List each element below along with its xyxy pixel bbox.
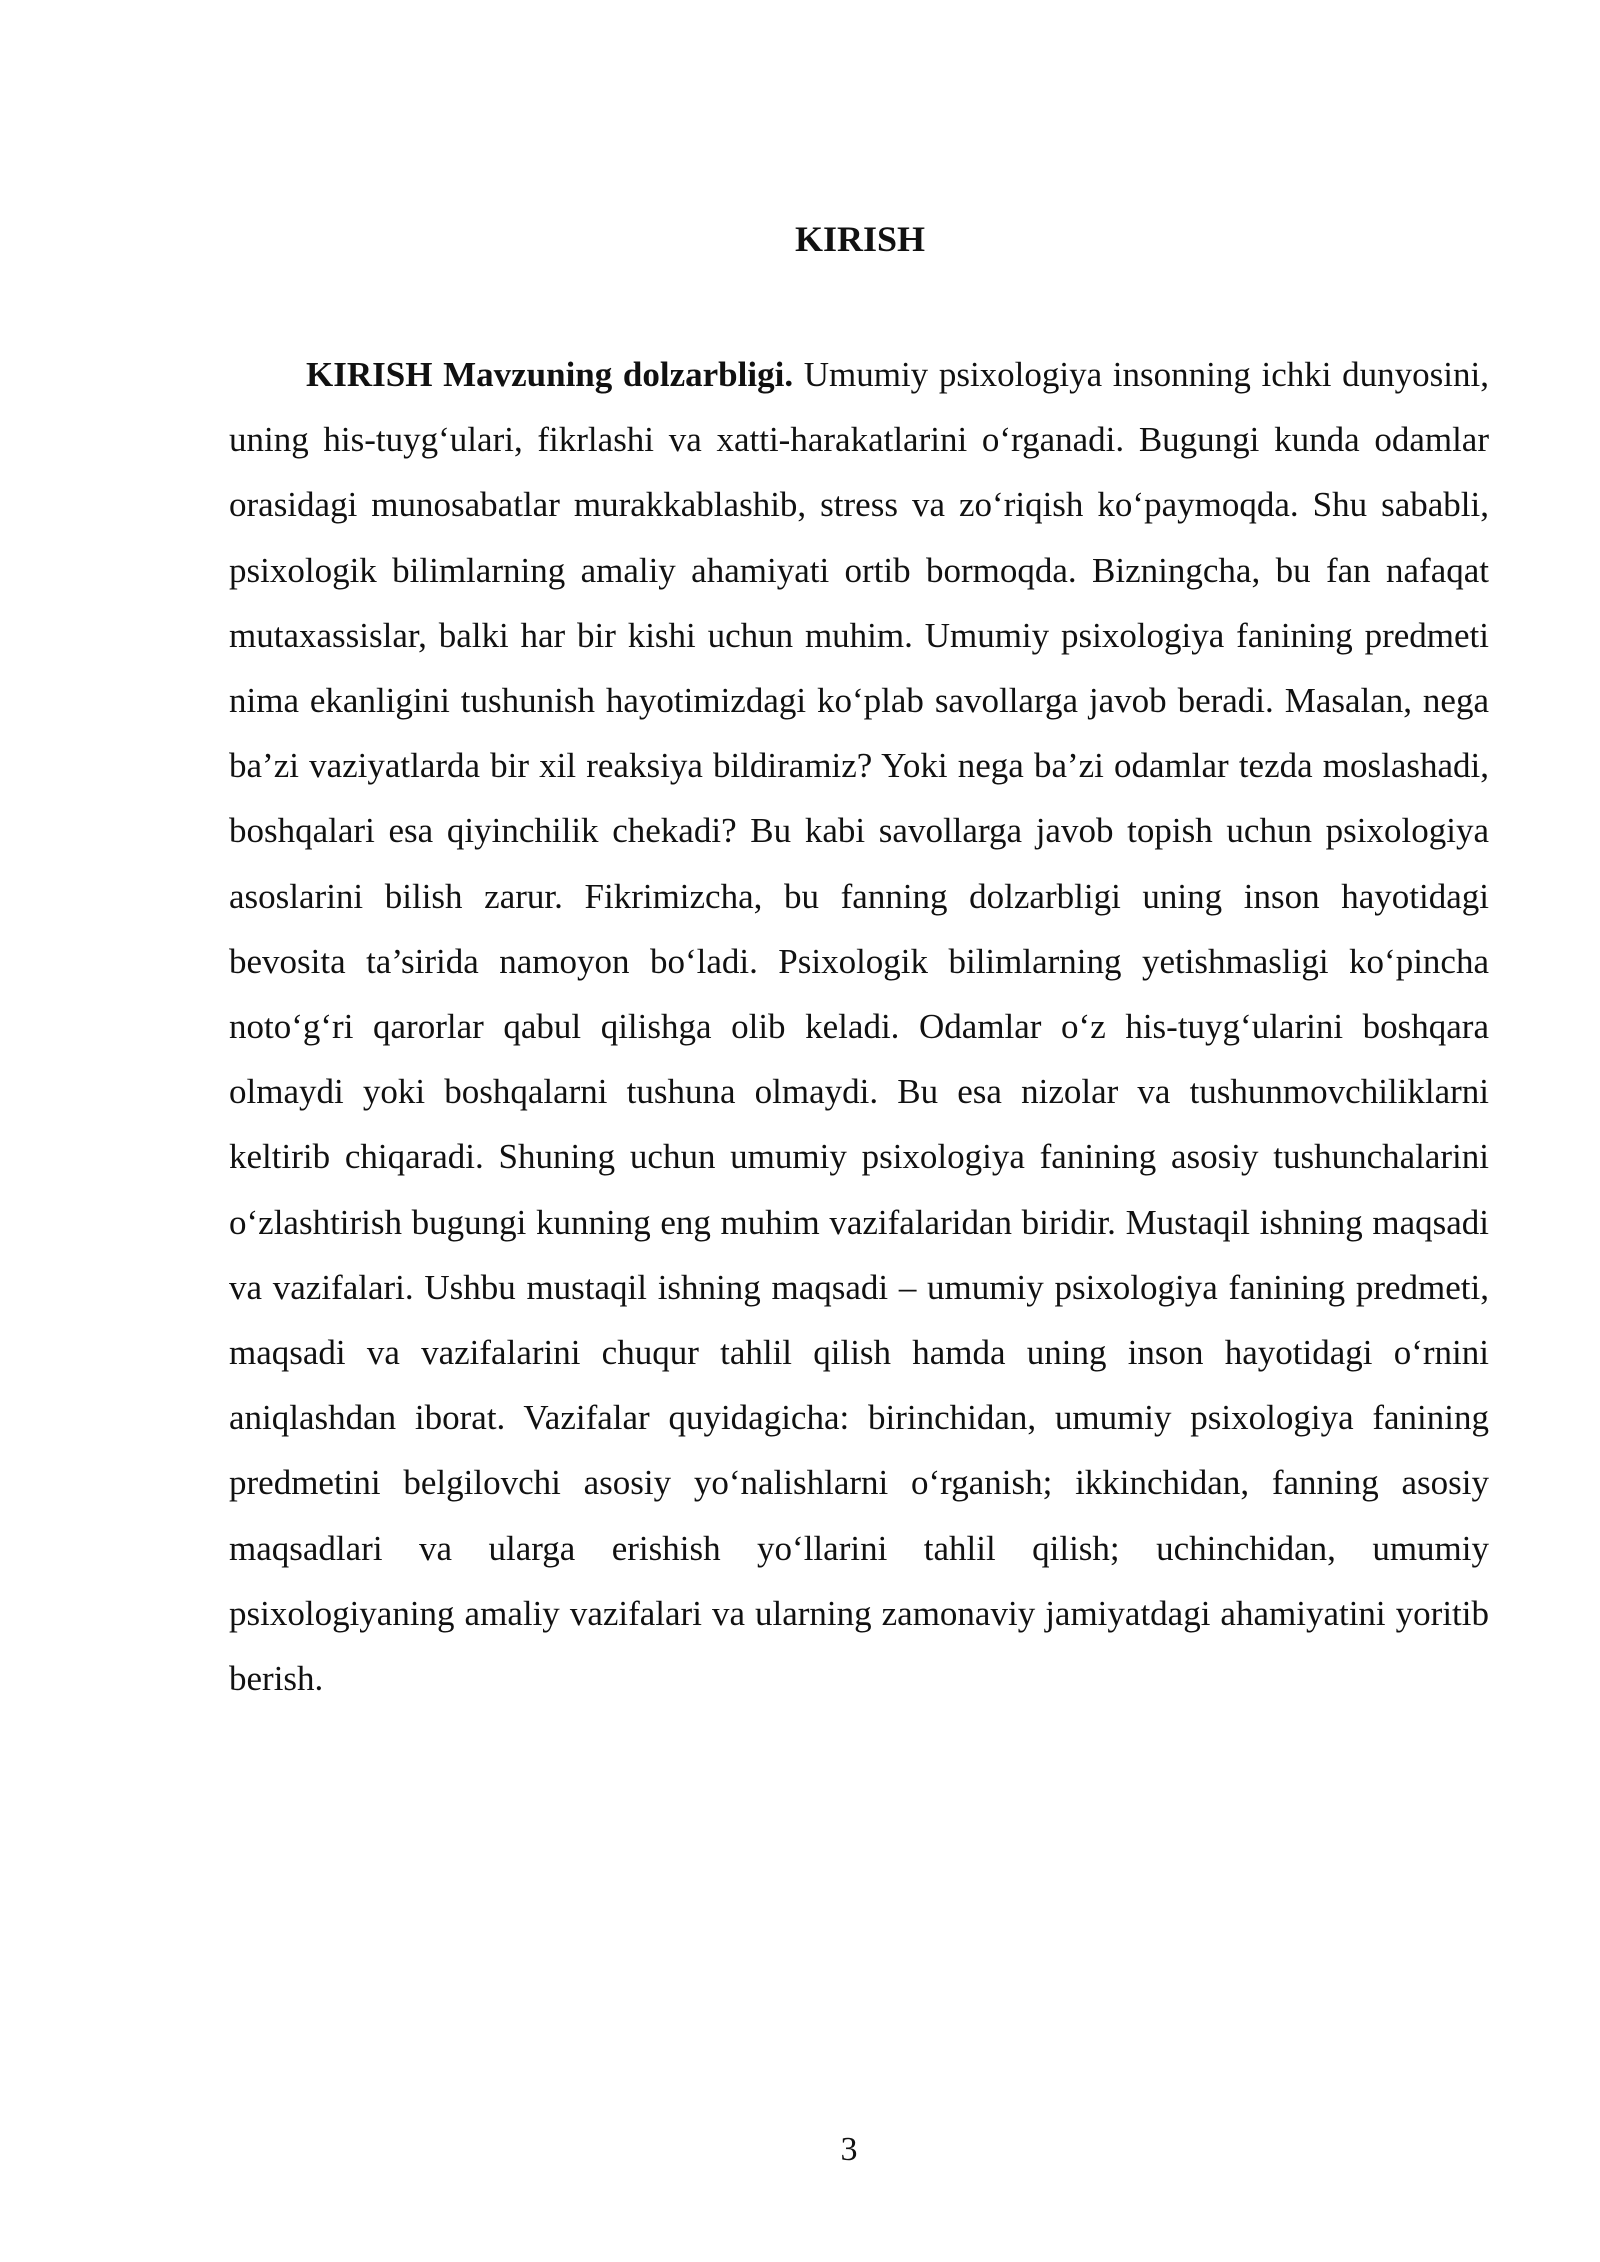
paragraph-lead: KIRISH Mavzuning dolzarbligi. bbox=[306, 355, 794, 394]
page-title: KIRISH bbox=[794, 219, 926, 259]
paragraph-text: Umumiy psixologiya insonning ichki dunyosini, uning his-tuyg‘ulari, fikrlashi va xatti-harakatlarini o‘rganadi. Bugungi kunda odamlar orasidagi munosabatlar murakkablashib, stress va zo‘riqish ko‘paymoqda. Shu sababli, psixologik bilimlarning amaliy ahamiyati ortib bormoqda. Bizningcha, bu fan nafaqat mutaxassislar, balki har bir kishi uchun muhim. Umumiy psixologiya fanining predmeti nima ekanligini tushunish hayotimizdagi ko‘plab savollarga javob beradi. Masalan, nega ba’zi vaziyatlarda bir xil reaksiya bildiramiz? Yoki nega ba’zi odamlar tezda moslashadi, boshqalari esa qiyinchilik chekadi? Bu kabi savollarga javob topish uchun psixologiya asoslarini bilish zarur. Fikrimizcha, bu fanning dolzarbligi uning inson hayotidagi bevosita ta’sirida namoyon bo‘ladi. Psixologik bilimlarning yetishmasligi ko‘pincha noto‘g‘ri qarorlar qabul qilishga olib keladi. Odamlar o‘z his-tuyg‘ularini boshqara olmaydi yoki boshqalarni tushuna olmaydi. Bu esa nizolar va tushunmovchiliklarni keltirib chiqaradi. Shuning uchun umumiy psixologiya fanining asosiy tushunchalarini o‘zlashtirish bugungi kunning eng muhim vazifalaridan biridir. Mustaqil ishning maqsadi va vazifalari. Ushbu mustaqil ishning maqsadi – umumiy psixologiya fanining predmeti, maqsadi va vazifalarini chuqur tahlil qilish hamda uning inson hayotidagi o‘rnini aniqlashdan iborat. Vazifalar quyidagicha: birinchidan, umumiy psixologiya fanining predmetini belgilovchi asosiy yo‘nalishlarni o‘rganish; ikkinchidan, fanning asosiy maqsadlari va ularga erishish yo‘llarini tahlil qilish; uchinchidan, umumiy psixologiyaning amaliy vazifalari va ularning zamonaviy jamiyatdagi ahamiyatini yoritib berish. bbox=[229, 355, 1489, 1699]
page-number: 3 bbox=[840, 2131, 858, 2168]
body-paragraph bbox=[229, 342, 1489, 1711]
